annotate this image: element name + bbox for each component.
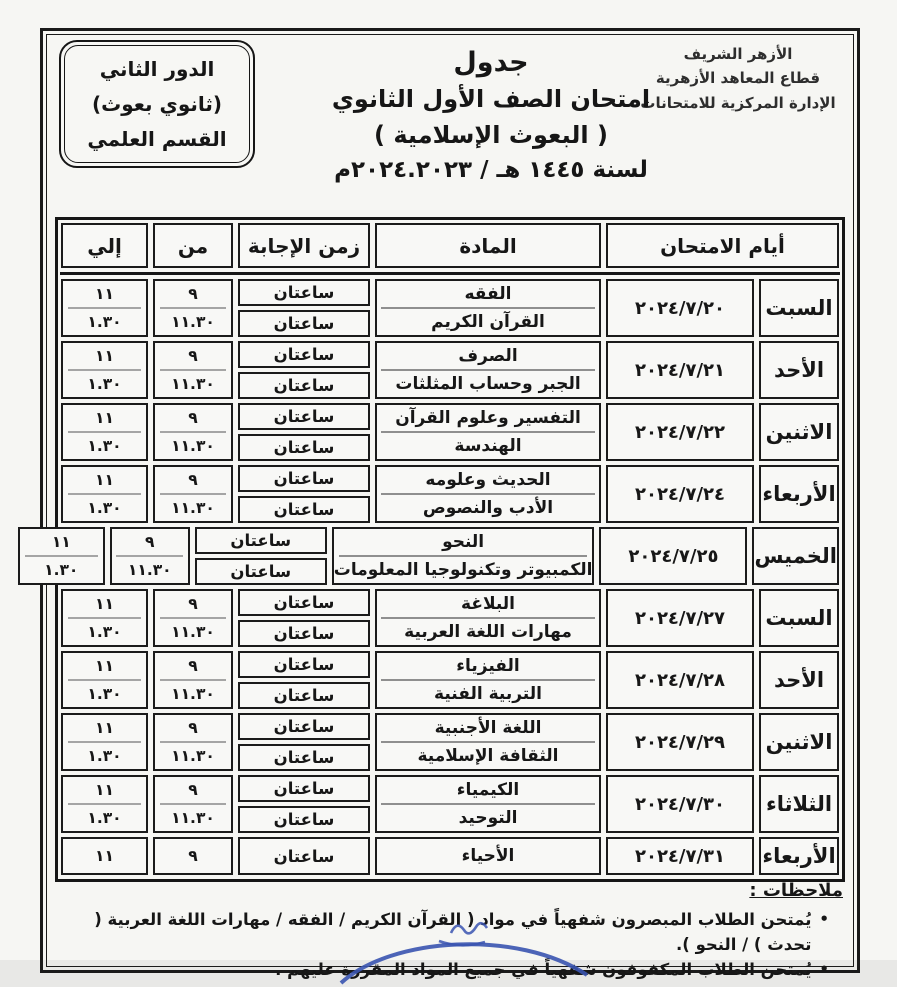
from-cell	[153, 837, 233, 875]
from-period-2: ١١.٣٠	[171, 436, 215, 455]
duration-period-1: ساعتان	[238, 775, 370, 802]
badge-line-round: الدور الثاني	[99, 56, 215, 81]
to-cell	[18, 527, 105, 585]
subject-period-2: الأدب والنصوص	[422, 497, 554, 518]
from-period-1: ٩	[188, 347, 198, 366]
subject-cell	[375, 589, 601, 647]
to-cell	[61, 341, 148, 399]
table-row	[61, 465, 839, 523]
duration-period-2: ساعتان	[238, 434, 370, 461]
document-title	[241, 47, 741, 183]
header-from: من	[153, 223, 233, 268]
to-period-2: ١.٣٠	[87, 684, 122, 703]
from-period-2: ١١.٣٠	[127, 560, 172, 579]
subject-period-2: الجبر وحساب المثلثات	[395, 373, 581, 394]
note-item	[57, 908, 829, 958]
subject-cell	[375, 403, 601, 461]
table-row	[61, 403, 839, 461]
duration-cell	[238, 279, 370, 337]
duration-period-2: ساعتان	[238, 744, 370, 771]
duration-period-1: ساعتان	[238, 341, 370, 368]
to-period-1: ١١	[95, 781, 114, 800]
table-row	[44, 527, 839, 585]
subject-period-1: الفيزياء	[456, 656, 520, 677]
subject-period-1: الصرف	[458, 346, 518, 367]
duration-period-1: ساعتان	[238, 465, 370, 492]
subject-cell	[375, 775, 601, 833]
to-period-2: ١.٣٠	[87, 498, 122, 517]
duration-period-2: ساعتان	[238, 806, 370, 833]
duration-cell	[238, 589, 370, 647]
duration-cell	[238, 465, 370, 523]
subject-period-2: مهارات اللغة العربية	[404, 621, 572, 642]
duration-period-1: ساعتان	[195, 527, 327, 554]
day-cell: الاثنين	[759, 403, 839, 461]
to-cell	[61, 837, 148, 875]
duration-period-1: ساعتان	[238, 713, 370, 740]
to-period-1: ١١	[51, 533, 71, 552]
round-badge-inner	[64, 45, 250, 163]
from-period-1: ٩	[145, 533, 155, 552]
to-period-1: ١١	[95, 847, 114, 865]
date-cell: ٢٠٢٤/٧/٢٠	[606, 279, 754, 337]
date-cell: ٢٠٢٤/٧/٢٨	[606, 651, 754, 709]
to-period-1: ١١	[95, 285, 114, 304]
from-period-1: ٩	[188, 409, 198, 428]
date-cell: ٢٠٢٤/٧/٢٩	[606, 713, 754, 771]
bullet-icon: •	[819, 959, 829, 978]
subject-period-1: الأحياء	[461, 846, 515, 866]
page-frame-inner	[44, 34, 854, 979]
letterhead-line-2: قطاع المعاهد الأزهرية	[655, 69, 821, 88]
from-cell	[153, 279, 233, 337]
duration-period-1: ساعتان	[238, 589, 370, 616]
table-row	[61, 589, 839, 647]
subject-cell	[375, 465, 601, 523]
to-period-2: ١.٣٠	[87, 436, 122, 455]
date-cell: ٢٠٢٤/٧/٢٥	[599, 527, 747, 585]
day-cell: الأربعاء	[759, 837, 839, 875]
note-text-blind-students: يُمتحن الطلاب المكفوفون شفهياً في جميع المواد المقررة عليهم .	[275, 959, 812, 979]
from-period-1: ٩	[188, 781, 198, 800]
to-period-1: ١١	[95, 719, 114, 738]
table-row	[61, 651, 839, 709]
date-cell: ٢٠٢٤/٧/٣١	[606, 837, 754, 875]
to-cell	[61, 465, 148, 523]
from-period-1: ٩	[188, 719, 198, 738]
subject-cell	[332, 527, 595, 585]
date-cell: ٢٠٢٤/٧/٢٢	[606, 403, 754, 461]
from-cell	[153, 651, 233, 709]
duration-cell	[238, 837, 370, 875]
to-cell	[61, 279, 148, 337]
header-exam-days: أيام الامتحان	[606, 223, 839, 268]
subject-period-2: الهندسة	[454, 435, 522, 456]
duration-cell	[238, 403, 370, 461]
from-period-1: ٩	[188, 847, 198, 865]
to-period-2: ١.٣٠	[87, 622, 122, 641]
from-cell	[153, 403, 233, 461]
note-item	[57, 958, 829, 983]
from-period-1: ٩	[188, 285, 198, 304]
duration-cell	[238, 713, 370, 771]
from-period-2: ١١.٣٠	[171, 374, 215, 393]
subject-period-1: التفسير وعلوم القرآن	[395, 408, 581, 429]
subject-period-1: الحديث وعلومه	[425, 470, 551, 491]
from-cell	[153, 713, 233, 771]
from-period-2: ١١.٣٠	[171, 746, 215, 765]
table-row	[61, 775, 839, 833]
letterhead-line-3: الإدارة المركزية للامتحانات	[640, 93, 836, 112]
duration-period-1: ساعتان	[238, 403, 370, 430]
from-period-1: ٩	[188, 657, 198, 676]
day-cell: الثلاثاء	[759, 775, 839, 833]
duration-period-2: ساعتان	[238, 682, 370, 709]
duration-period-1: ساعتان	[238, 837, 370, 875]
subject-cell	[375, 837, 601, 875]
to-period-2: ١.٣٠	[87, 312, 122, 331]
from-period-2: ١١.٣٠	[171, 498, 215, 517]
duration-period-2: ساعتان	[238, 620, 370, 647]
day-cell: السبت	[759, 589, 839, 647]
subject-cell	[375, 713, 601, 771]
subject-cell	[375, 341, 601, 399]
day-cell: الأحد	[759, 341, 839, 399]
badge-line-section: القسم العلمي	[87, 126, 227, 151]
day-cell: الأحد	[759, 651, 839, 709]
note-text-sighted-students: يُمتحن الطلاب المبصرون شفهياً في مواد ( القرآن الكريم / الفقه / مهارات اللغة العربية ( تحدث ) / النحو ).	[94, 910, 812, 954]
subject-period-1: الكيمياء	[456, 780, 520, 801]
duration-cell	[195, 527, 327, 585]
subject-period-2: الكمبيوتر وتكنولوجيا المعلومات	[333, 559, 593, 580]
duration-cell	[238, 341, 370, 399]
day-cell: الأربعاء	[759, 465, 839, 523]
to-period-1: ١١	[95, 409, 114, 428]
duration-period-2: ساعتان	[238, 372, 370, 399]
from-cell	[153, 465, 233, 523]
from-cell	[153, 341, 233, 399]
to-period-2: ١.٣٠	[87, 746, 122, 765]
title-missions: ( البعوث الإسلامية )	[374, 121, 608, 149]
subject-period-1: البلاغة	[461, 594, 515, 615]
to-period-2: ١.٣٠	[44, 560, 79, 579]
notes-title: ملاحظات :	[749, 880, 843, 901]
notes-section	[57, 880, 843, 982]
duration-period-1: ساعتان	[238, 651, 370, 678]
title-exam-grade: امتحان الصف الأول الثانوي	[331, 85, 651, 113]
to-period-2: ١.٣٠	[87, 374, 122, 393]
header-duration: زمن الإجابة	[238, 223, 370, 268]
subject-period-2: الثقافة الإسلامية	[417, 745, 559, 766]
day-cell: الخميس	[752, 527, 839, 585]
to-cell	[61, 651, 148, 709]
from-period-2: ١١.٣٠	[171, 312, 215, 331]
table-header-row	[61, 223, 839, 268]
page-frame	[40, 28, 860, 979]
from-cell	[153, 589, 233, 647]
duration-period-2: ساعتان	[238, 310, 370, 337]
exam-schedule-table	[44, 217, 845, 882]
from-cell	[110, 527, 190, 585]
day-cell: السبت	[759, 279, 839, 337]
round-badge	[59, 40, 255, 168]
to-period-1: ١١	[95, 595, 114, 614]
subject-period-1: اللغة الأجنبية	[434, 718, 542, 739]
subject-period-1: الفقه	[464, 284, 512, 305]
date-cell: ٢٠٢٤/٧/٢٧	[606, 589, 754, 647]
subject-period-1: النحو	[442, 532, 485, 553]
duration-period-1: ساعتان	[238, 279, 370, 306]
header-to: إلي	[61, 223, 148, 268]
badge-line-stage: (ثانوي بعوث)	[91, 91, 223, 116]
table-row	[61, 279, 839, 337]
date-cell: ٢٠٢٤/٧/٢١	[606, 341, 754, 399]
from-period-2: ١١.٣٠	[171, 622, 215, 641]
date-cell: ٢٠٢٤/٧/٢٤	[606, 465, 754, 523]
to-cell	[61, 775, 148, 833]
from-period-2: ١١.٣٠	[171, 684, 215, 703]
from-cell	[153, 775, 233, 833]
to-cell	[61, 589, 148, 647]
duration-cell	[238, 775, 370, 833]
to-cell	[61, 713, 148, 771]
day-cell: الاثنين	[759, 713, 839, 771]
table-row	[61, 341, 839, 399]
to-period-2: ١.٣٠	[87, 808, 122, 827]
subject-period-2: التربية الفنية	[434, 683, 542, 704]
bullet-icon: •	[819, 910, 829, 928]
letterhead-line-1: الأزهر الشريف	[683, 45, 793, 63]
duration-period-2: ساعتان	[238, 496, 370, 523]
to-period-1: ١١	[95, 657, 114, 676]
subject-period-2: التوحيد	[458, 807, 518, 828]
duration-period-2: ساعتان	[195, 558, 327, 585]
subject-cell	[375, 651, 601, 709]
title-word-schedule: جدول	[453, 47, 529, 78]
subject-period-2: القرآن الكريم	[431, 311, 545, 332]
from-period-2: ١١.٣٠	[171, 808, 215, 827]
to-cell	[61, 403, 148, 461]
to-period-1: ١١	[95, 347, 114, 366]
subject-cell	[375, 279, 601, 337]
to-period-1: ١١	[95, 471, 114, 490]
header-divider-rule	[60, 272, 840, 275]
header-subject: المادة	[375, 223, 601, 268]
table-row	[61, 837, 839, 875]
table-row	[61, 713, 839, 771]
duration-cell	[238, 651, 370, 709]
from-period-1: ٩	[188, 471, 198, 490]
date-cell: ٢٠٢٤/٧/٣٠	[606, 775, 754, 833]
from-period-1: ٩	[188, 595, 198, 614]
title-year: لسنة ١٤٤٥ هـ / ٢٠٢٤.٢٠٢٣م	[334, 157, 648, 183]
